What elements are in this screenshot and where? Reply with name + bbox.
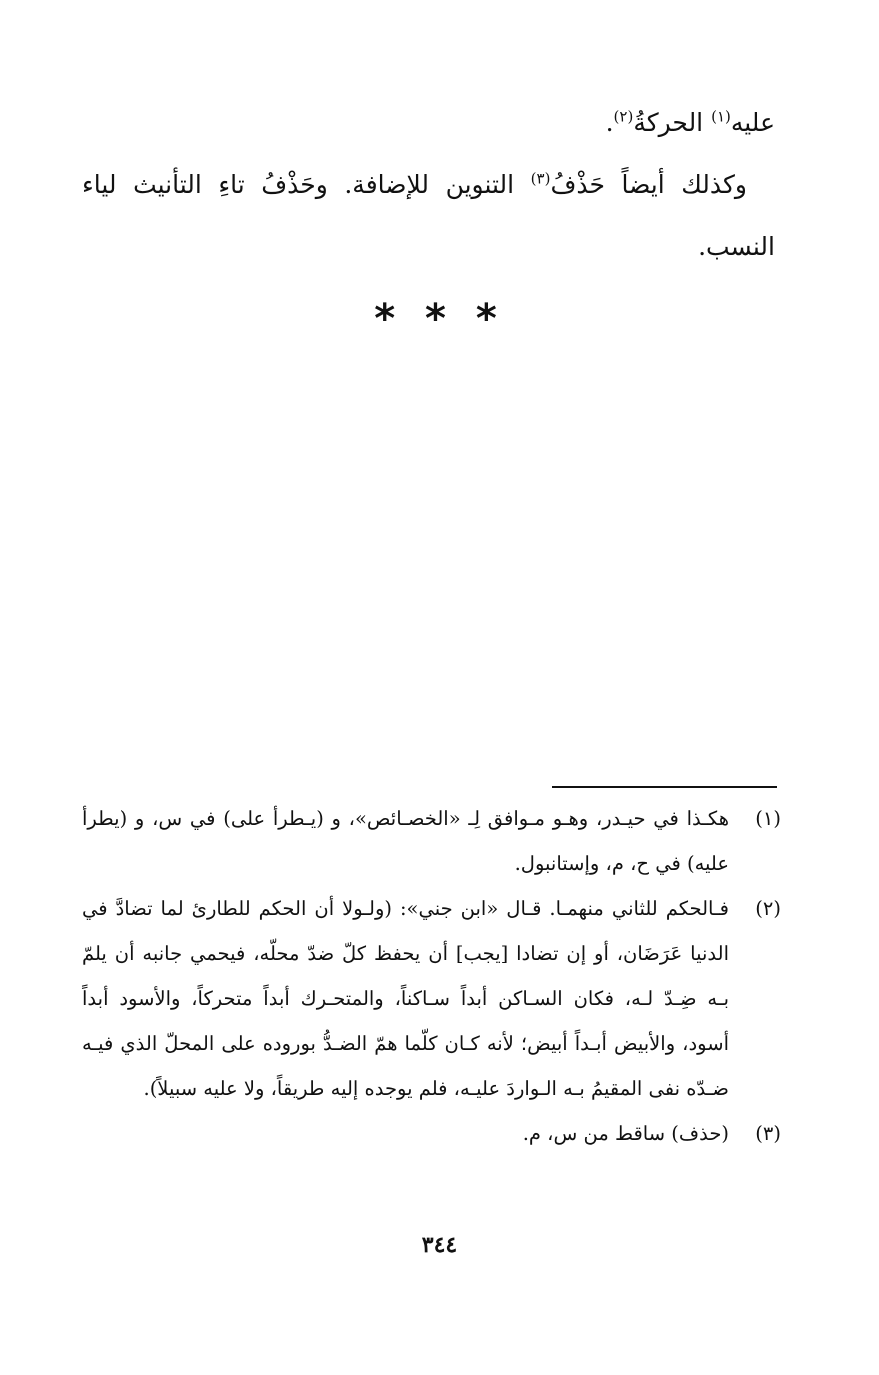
footnote-1 xyxy=(82,796,781,886)
section-separator: * * * xyxy=(374,296,505,342)
page-number: ٣٤٤ xyxy=(421,1232,458,1258)
paragraph-1-text-b: الحركةُ xyxy=(633,108,712,137)
footnotes xyxy=(82,796,781,1156)
paragraph-1-text-a: عليه xyxy=(730,108,775,137)
footnote-text-2: فـالحكم للثاني منهمـا. قـال «ابن جني»: (ولـولا أن الحكم للطارئ لما تضادَّ في الدنيا عَرَضَان، أو إن تضادا [يجب] أن يحفظ كلّ ضدّ محلّه، فيحمي جانبه أن يلمّ بـه ضِـدّ لـه، فكان السـاكن أبداً سـاكناً، والمتحـرك أبداً متحركاً، والأسود أبداً أسود، والأبيض أبـداً أبيض؛ لأنه كـان كلّما همّ الضـدُّ بوروده على المحلّ الذي فيـه ضـدّه نفى المقيمُ بـه الـواردَ عليـه، فلم يوجده إليه طريقاً، ولا عليه سبيلاً). xyxy=(82,897,729,1100)
footnote-ref-2: (٢) xyxy=(613,107,634,126)
footnote-divider xyxy=(552,786,777,788)
paragraph-2-text-a: وكذلك أيضاً حَذْفُ xyxy=(550,170,748,199)
footnote-number-3: (٣) xyxy=(755,1122,781,1145)
footnote-ref-1: (١) xyxy=(711,107,731,126)
footnote-number-1: (١) xyxy=(755,807,781,830)
paragraph-1 xyxy=(82,92,775,154)
paragraph-2 xyxy=(82,154,775,278)
footnote-3 xyxy=(82,1111,781,1156)
footnote-number-2: (٢) xyxy=(755,897,781,920)
paragraph-1-text-c: . xyxy=(605,108,614,137)
footnote-ref-3: (٣) xyxy=(530,169,551,188)
footnote-text-1: هكـذا في حيـدر، وهـو مـوافق لِـ «الخصـائص»، و (يـطرأ على) في س، و (يطرأ عليه) في ح، م، وإستانبول. xyxy=(82,807,729,875)
paragraph-2-text-b: التنوين للإضافة. وحَذْفُ تاءِ التأنيث لياء النسب. xyxy=(82,170,775,261)
footnote-text-3: (حذف) ساقط من س، م. xyxy=(522,1122,729,1145)
footnote-2 xyxy=(82,886,781,1111)
main-text xyxy=(82,92,775,278)
